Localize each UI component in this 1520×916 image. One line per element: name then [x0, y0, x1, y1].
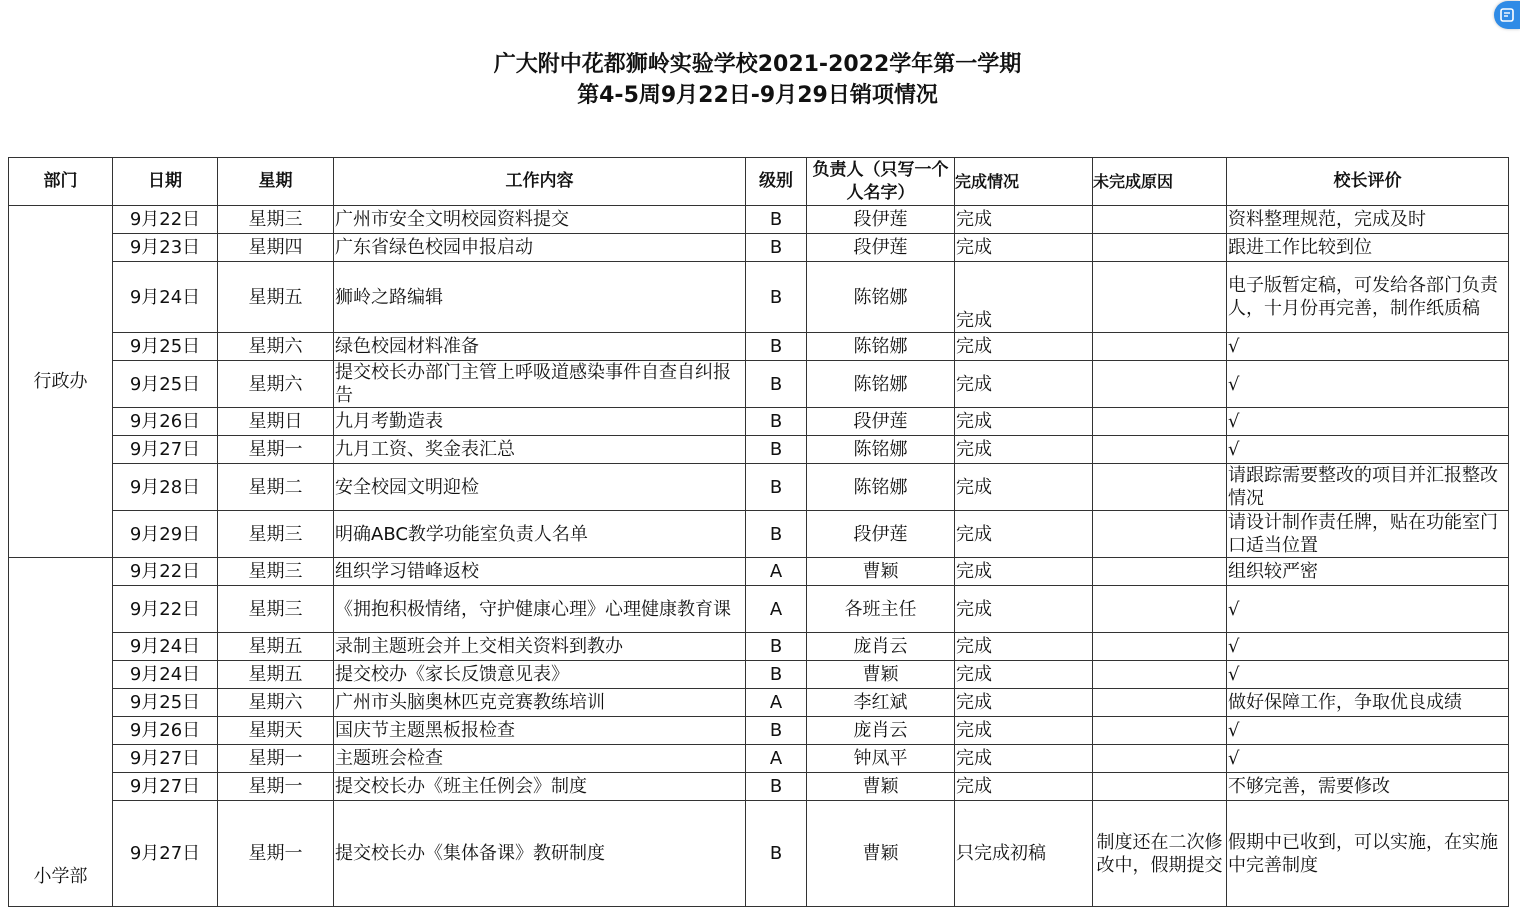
weekday-cell: 星期五: [218, 262, 334, 333]
content-cell: 狮岭之路编辑: [334, 262, 746, 333]
reason-cell: [1093, 234, 1227, 262]
document-subtitle: 第4-5周9月22日-9月29日销项情况: [577, 83, 938, 108]
owner-cell: 李红斌: [807, 689, 955, 717]
level-cell: A: [746, 558, 807, 586]
status-cell: 完成: [955, 717, 1093, 745]
owner-cell: 陈铭娜: [807, 262, 955, 333]
content-cell: 明确ABC教学功能室负责人名单: [334, 511, 746, 558]
review-cell: √: [1227, 361, 1509, 408]
date-cell: 9月28日: [113, 464, 218, 511]
content-cell: 提交校长办《集体备课》教研制度: [334, 801, 746, 907]
table-header-row: [9, 158, 1509, 206]
status-cell: 完成: [955, 408, 1093, 436]
review-cell: 做好保障工作，争取优良成绩: [1227, 689, 1509, 717]
date-cell: 9月24日: [113, 661, 218, 689]
date-cell: 9月25日: [113, 361, 218, 408]
status-cell: 完成: [955, 661, 1093, 689]
reason-cell: [1093, 511, 1227, 558]
table-row: [9, 436, 1509, 464]
owner-cell: 段伊莲: [807, 511, 955, 558]
owner-cell: 庞肖云: [807, 633, 955, 661]
table-row: [9, 333, 1509, 361]
level-cell: B: [746, 234, 807, 262]
reason-cell: 制度还在二次修改中，假期提交: [1093, 801, 1227, 907]
owner-cell: 曹颖: [807, 558, 955, 586]
owner-cell: 各班主任: [807, 586, 955, 633]
table-row: [9, 717, 1509, 745]
date-cell: 9月25日: [113, 333, 218, 361]
reason-cell: [1093, 745, 1227, 773]
content-cell: 九月考勤造表: [334, 408, 746, 436]
table-row: [9, 773, 1509, 801]
level-cell: B: [746, 361, 807, 408]
reason-cell: [1093, 689, 1227, 717]
owner-cell: 曹颖: [807, 773, 955, 801]
header-review: 校长评价: [1227, 158, 1509, 206]
review-cell: 资料整理规范，完成及时: [1227, 206, 1509, 234]
status-cell: 完成: [955, 436, 1093, 464]
content-cell: 组织学习错峰返校: [334, 558, 746, 586]
weekday-cell: 星期六: [218, 333, 334, 361]
status-cell: 完成: [955, 464, 1093, 511]
level-cell: B: [746, 801, 807, 907]
review-cell: √: [1227, 333, 1509, 361]
content-cell: 广州市头脑奥林匹克竞赛教练培训: [334, 689, 746, 717]
content-cell: 《拥抱积极情绪，守护健康心理》心理健康教育课: [334, 586, 746, 633]
table-row: [9, 558, 1509, 586]
reason-cell: [1093, 436, 1227, 464]
table-row: [9, 262, 1509, 333]
review-cell: 请跟踪需要整改的项目并汇报整改情况: [1227, 464, 1509, 511]
date-cell: 9月29日: [113, 511, 218, 558]
review-cell: √: [1227, 586, 1509, 633]
review-cell: √: [1227, 717, 1509, 745]
content-cell: 安全校园文明迎检: [334, 464, 746, 511]
table-row: [9, 689, 1509, 717]
status-cell: 完成: [955, 773, 1093, 801]
owner-cell: 曹颖: [807, 661, 955, 689]
table-row: [9, 234, 1509, 262]
document-title: 广大附中花都狮岭实验学校2021-2022学年第一学期: [493, 52, 1022, 77]
level-cell: B: [746, 633, 807, 661]
review-cell: 组织较严密: [1227, 558, 1509, 586]
reason-cell: [1093, 586, 1227, 633]
date-cell: 9月27日: [113, 745, 218, 773]
review-cell: √: [1227, 633, 1509, 661]
status-cell: 完成: [955, 262, 1093, 333]
owner-cell: 陈铭娜: [807, 361, 955, 408]
weekday-cell: 星期一: [218, 773, 334, 801]
owner-cell: 段伊莲: [807, 234, 955, 262]
review-cell: 电子版暂定稿，可发给各部门负责人，十月份再完善，制作纸质稿: [1227, 262, 1509, 333]
reason-cell: [1093, 361, 1227, 408]
status-cell: 完成: [955, 511, 1093, 558]
weekday-cell: 星期六: [218, 689, 334, 717]
content-cell: 提交校长办《班主任例会》制度: [334, 773, 746, 801]
owner-cell: 段伊莲: [807, 408, 955, 436]
weekday-cell: 星期二: [218, 464, 334, 511]
review-cell: √: [1227, 408, 1509, 436]
weekday-cell: 星期三: [218, 206, 334, 234]
date-cell: 9月26日: [113, 408, 218, 436]
weekday-cell: 星期五: [218, 633, 334, 661]
weekday-cell: 星期三: [218, 586, 334, 633]
content-cell: 提交校办《家长反馈意见表》: [334, 661, 746, 689]
weekday-cell: 星期六: [218, 361, 334, 408]
dept-cell: 行政办: [9, 206, 113, 558]
date-cell: 9月27日: [113, 801, 218, 907]
table-row: [9, 206, 1509, 234]
table-row: [9, 408, 1509, 436]
owner-cell: 陈铭娜: [807, 436, 955, 464]
content-cell: 广东省绿色校园申报启动: [334, 234, 746, 262]
reason-cell: [1093, 633, 1227, 661]
reason-cell: [1093, 262, 1227, 333]
date-cell: 9月24日: [113, 633, 218, 661]
table-row: [9, 801, 1509, 907]
review-cell: 请设计制作责任牌，贴在功能室门口适当位置: [1227, 511, 1509, 558]
owner-cell: 陈铭娜: [807, 464, 955, 511]
date-cell: 9月27日: [113, 773, 218, 801]
weekday-cell: 星期五: [218, 661, 334, 689]
status-cell: 完成: [955, 361, 1093, 408]
date-cell: 9月26日: [113, 717, 218, 745]
level-cell: B: [746, 206, 807, 234]
weekday-cell: 星期一: [218, 436, 334, 464]
owner-cell: 段伊莲: [807, 206, 955, 234]
weekday-cell: 星期日: [218, 408, 334, 436]
floating-tool-badge[interactable]: [1494, 1, 1520, 29]
reason-cell: [1093, 558, 1227, 586]
work-items-table: [8, 157, 1509, 907]
header-owner: 负责人（只写一个人名字）: [807, 158, 955, 206]
level-cell: B: [746, 436, 807, 464]
header-dept: 部门: [9, 158, 113, 206]
level-cell: B: [746, 511, 807, 558]
document-icon: [1500, 8, 1514, 22]
content-cell: 广州市安全文明校园资料提交: [334, 206, 746, 234]
header-status: 完成情况: [955, 158, 1093, 206]
review-cell: 假期中已收到，可以实施，在实施中完善制度: [1227, 801, 1509, 907]
level-cell: A: [746, 689, 807, 717]
level-cell: B: [746, 262, 807, 333]
review-cell: √: [1227, 436, 1509, 464]
content-cell: 主题班会检查: [334, 745, 746, 773]
header-reason: 未完成原因: [1093, 158, 1227, 206]
table-row: [9, 361, 1509, 408]
date-cell: 9月22日: [113, 206, 218, 234]
header-level: 级别: [746, 158, 807, 206]
header-weekday: 星期: [218, 158, 334, 206]
weekday-cell: 星期一: [218, 801, 334, 907]
reason-cell: [1093, 661, 1227, 689]
status-cell: 完成: [955, 234, 1093, 262]
reason-cell: [1093, 206, 1227, 234]
content-cell: 提交校长办部门主管上呼吸道感染事件自查自纠报告: [334, 361, 746, 408]
owner-cell: 钟凤平: [807, 745, 955, 773]
level-cell: B: [746, 333, 807, 361]
status-cell: 完成: [955, 633, 1093, 661]
content-cell: 绿色校园材料准备: [334, 333, 746, 361]
header-date: 日期: [113, 158, 218, 206]
owner-cell: 庞肖云: [807, 717, 955, 745]
dept-cell: 小学部: [9, 558, 113, 907]
weekday-cell: 星期四: [218, 234, 334, 262]
status-cell: 只完成初稿: [955, 801, 1093, 907]
weekday-cell: 星期三: [218, 558, 334, 586]
review-cell: √: [1227, 661, 1509, 689]
date-cell: 9月27日: [113, 436, 218, 464]
content-cell: 录制主题班会并上交相关资料到教办: [334, 633, 746, 661]
review-cell: √: [1227, 745, 1509, 773]
reason-cell: [1093, 333, 1227, 361]
status-cell: 完成: [955, 558, 1093, 586]
table-row: [9, 511, 1509, 558]
table-row: [9, 464, 1509, 511]
owner-cell: 曹颖: [807, 801, 955, 907]
content-cell: 九月工资、奖金表汇总: [334, 436, 746, 464]
date-cell: 9月23日: [113, 234, 218, 262]
date-cell: 9月22日: [113, 558, 218, 586]
review-cell: 不够完善，需要修改: [1227, 773, 1509, 801]
date-cell: 9月25日: [113, 689, 218, 717]
weekday-cell: 星期一: [218, 745, 334, 773]
header-content: 工作内容: [334, 158, 746, 206]
reason-cell: [1093, 408, 1227, 436]
reason-cell: [1093, 773, 1227, 801]
level-cell: B: [746, 773, 807, 801]
content-cell: 国庆节主题黑板报检查: [334, 717, 746, 745]
table-row: [9, 633, 1509, 661]
table-row: [9, 661, 1509, 689]
reason-cell: [1093, 717, 1227, 745]
status-cell: 完成: [955, 333, 1093, 361]
level-cell: B: [746, 408, 807, 436]
weekday-cell: 星期三: [218, 511, 334, 558]
level-cell: B: [746, 661, 807, 689]
status-cell: 完成: [955, 689, 1093, 717]
level-cell: B: [746, 717, 807, 745]
table-row: [9, 586, 1509, 633]
level-cell: B: [746, 464, 807, 511]
level-cell: A: [746, 745, 807, 773]
review-cell: 跟进工作比较到位: [1227, 234, 1509, 262]
table-row: [9, 745, 1509, 773]
reason-cell: [1093, 464, 1227, 511]
date-cell: 9月24日: [113, 262, 218, 333]
status-cell: 完成: [955, 206, 1093, 234]
owner-cell: 陈铭娜: [807, 333, 955, 361]
status-cell: 完成: [955, 745, 1093, 773]
date-cell: 9月22日: [113, 586, 218, 633]
status-cell: 完成: [955, 586, 1093, 633]
level-cell: A: [746, 586, 807, 633]
weekday-cell: 星期天: [218, 717, 334, 745]
